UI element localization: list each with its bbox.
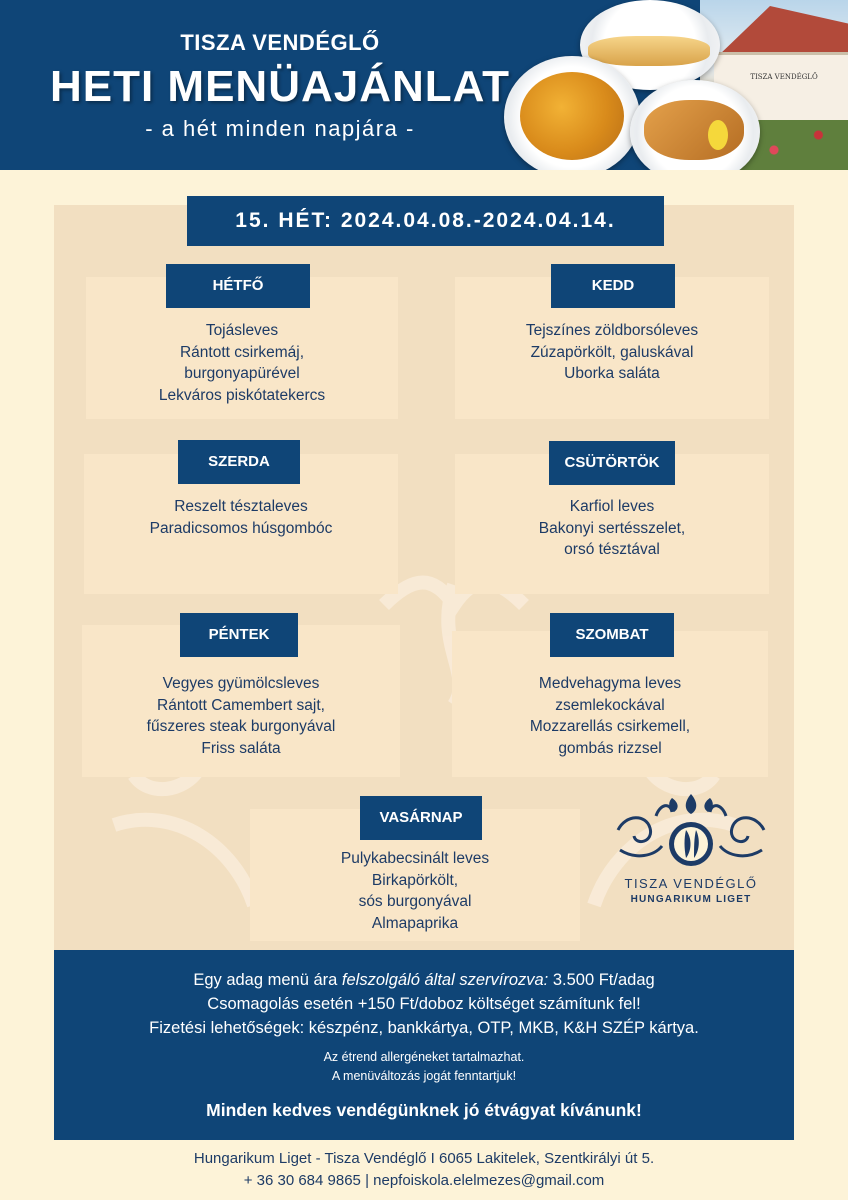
packaging-label: Csomagolás: [207, 995, 300, 1013]
menu-item: Pulykabecsinált leves: [340, 850, 490, 867]
change-note: A menüváltozás jogát fenntartjuk!: [331, 1069, 517, 1083]
menu-item: orsó tésztával: [564, 541, 660, 558]
packaging-line: [54, 992, 794, 1016]
menu-item: Vegyes gyümölcsleves: [162, 675, 320, 692]
fried-fish: [644, 100, 744, 160]
price-serving-note: felszolgáló által szervírozva:: [341, 971, 549, 989]
menu-item: Birkapörkölt,: [371, 871, 459, 889]
menu-items-thursday: [455, 496, 769, 561]
day-label-saturday: SZOMBAT: [550, 613, 674, 657]
menu-item: Zúzapörkölt, galuskával: [530, 343, 694, 361]
menu-item: burgonyapürével: [184, 365, 300, 382]
price-line: [54, 968, 794, 992]
menu-item: Almapaprika: [371, 914, 459, 932]
menu-item: Uborka saláta: [564, 365, 660, 382]
menu-item: Medvehagyma leves: [538, 675, 682, 692]
packaging-mid: esetén: [299, 995, 358, 1013]
soup-plate-photo: [504, 56, 640, 170]
menu-item: sós burgonyával: [358, 893, 472, 910]
payment-line: Fizetési lehetőségek: készpénz, bankkártya, OTP, MKB, K&H SZÉP kártya.: [149, 1019, 699, 1037]
lemon-slice: [708, 120, 728, 150]
menu-item: Mozzarellás csirkemell,: [529, 718, 691, 735]
menu-item: Rántott csirkemáj,: [179, 343, 305, 361]
restaurant-logo: [606, 790, 776, 920]
menu-item: Karfiol leves: [569, 498, 655, 515]
folk-ornament-logo-icon: [606, 790, 776, 874]
packaging-rest: költséget számítunk fel!: [463, 995, 641, 1013]
day-label-monday: HÉTFŐ: [166, 264, 310, 308]
menu-items-friday: [82, 673, 400, 759]
menu-items-monday: [86, 320, 398, 406]
logo-name: TISZA VENDÉGLŐ: [624, 876, 758, 891]
wish-text: Minden kedves vendégünknek jó étvágyat kívánunk!: [206, 1100, 642, 1120]
menu-item: Paradicsomos húsgombóc: [149, 519, 333, 537]
day-label-thursday: CSÜTÖRTÖK: [549, 441, 675, 485]
building-sign: TISZA VENDÉGLŐ: [750, 73, 818, 81]
crepe: [588, 36, 710, 66]
menu-items-saturday: [452, 673, 768, 759]
menu-items-wednesday: [84, 496, 398, 539]
header: [0, 0, 848, 170]
price-prefix: Egy adag menü ára: [193, 971, 342, 989]
soup-broth: [520, 72, 624, 160]
info-main: [54, 968, 794, 1040]
menu-items-tuesday: [455, 320, 769, 385]
packaging-fee: +150 Ft/doboz: [357, 995, 464, 1013]
footer-address: Hungarikum Liget - Tisza Vendéglő I 6065 Lakitelek, Szentkirályi út 5.: [193, 1150, 655, 1167]
footer-contact: + 36 30 684 9865 | nepfoiskola.elelmezes@gmail.com: [243, 1172, 605, 1189]
day-label-friday: PÉNTEK: [180, 613, 298, 657]
info-box: [54, 950, 794, 1140]
menu-item: Lekváros piskótatekercs: [158, 386, 326, 404]
info-notes: [54, 1048, 794, 1086]
price-value: 3.500 Ft/adag: [548, 971, 655, 989]
menu-item: gombás rizzsel: [558, 739, 662, 757]
menu-item: Rántott Camembert sajt,: [157, 696, 325, 714]
logo-subtitle: HUNGARIKUM LIGET: [630, 894, 752, 905]
footer: [0, 1148, 848, 1192]
menu-item: fűszeres steak burgonyával: [146, 718, 336, 735]
menu-item: Friss saláta: [201, 739, 281, 757]
week-banner: 15. HÉT: 2024.04.08.-2024.04.14.: [187, 196, 664, 246]
page-subtitle: - a hét minden napjára -: [145, 116, 415, 141]
restaurant-name: TISZA VENDÉGLŐ: [180, 30, 380, 55]
menu-item: Tojásleves: [205, 322, 279, 339]
page-title: HETI MENÜAJÁNLAT: [49, 62, 511, 111]
menu-items-sunday: [250, 848, 580, 934]
menu-item: Bakonyi sertésszelet,: [538, 519, 686, 537]
day-label-tuesday: KEDD: [551, 264, 675, 308]
day-label-wednesday: SZERDA: [178, 440, 300, 484]
allergen-note: Az étrend allergéneket tartalmazhat.: [323, 1050, 525, 1064]
menu-item: zsemlekockával: [555, 696, 665, 714]
day-label-sunday: VASÁRNAP: [360, 796, 482, 840]
menu-item: Reszelt tésztaleves: [174, 498, 308, 515]
food-photo-collage: [500, 0, 848, 170]
menu-item: Tejszínes zöldborsóleves: [525, 322, 699, 339]
building-roof: [718, 6, 848, 56]
